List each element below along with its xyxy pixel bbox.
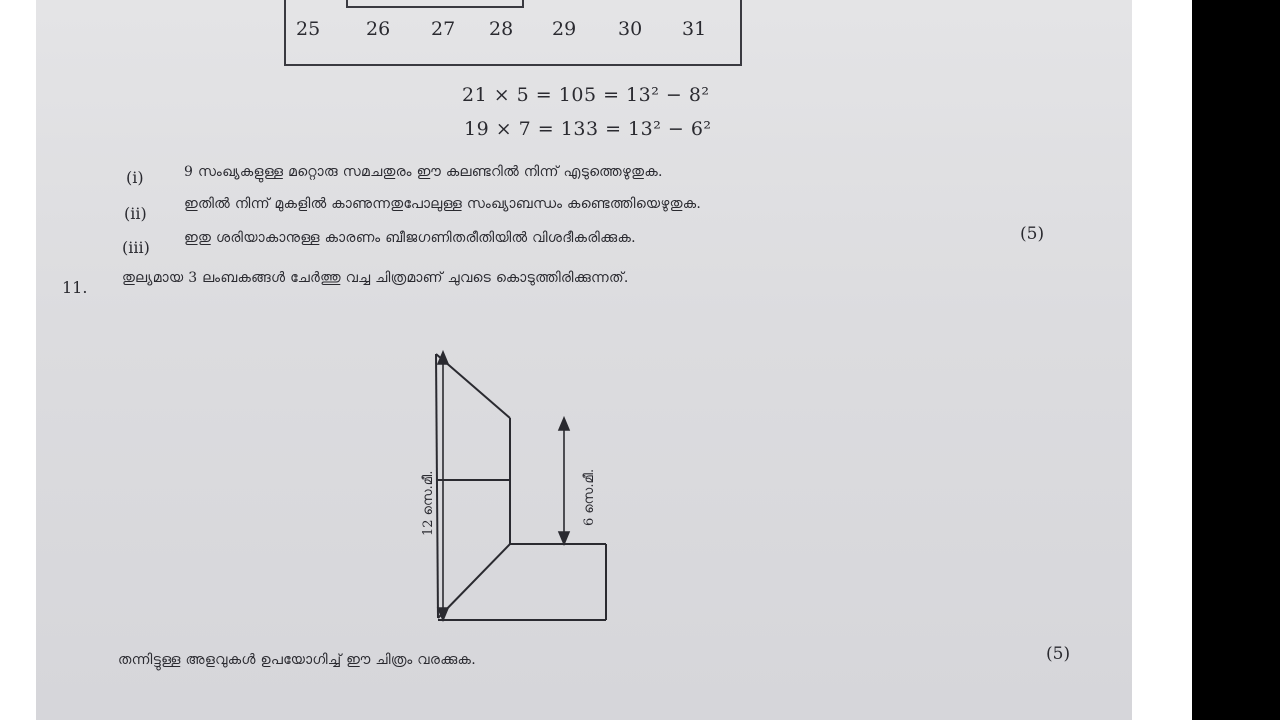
sub-question-iii-text: ഇതു ശരിയാകാനുള്ള കാരണം ബീജഗണിതരീതിയിൽ വിശദീകരിക്കുക.	[184, 230, 636, 246]
question-11-text: തുല്യമായ 3 ലംബകങ്ങൾ ചേർത്തു വച്ച ചിത്രമാണ് ചുവടെ കൊടുത്തിരിക്കുന്നത്.	[122, 270, 629, 286]
calendar-day: 31	[682, 18, 707, 40]
left-margin	[0, 0, 36, 720]
question-11-instruction: തന്നിട്ടുള്ള അളവുകൾ ഉപയോഗിച്ച് ഈ ചിത്രം വരക്കുക.	[118, 652, 476, 668]
calendar-highlight-box	[346, 0, 524, 8]
question-11-number: 11.	[62, 278, 88, 297]
figure-outer-left-edge	[436, 354, 438, 618]
sub-question-iii-label: (iii)	[122, 238, 150, 257]
exam-paper	[36, 0, 1132, 720]
marks-question-10: (5)	[1020, 224, 1045, 244]
label-6-cm: 6 സെ.മീ.	[582, 468, 597, 526]
calendar-day: 29	[552, 18, 577, 40]
calendar-day: 28	[489, 18, 514, 40]
marks-question-11: (5)	[1046, 644, 1071, 664]
dimension-6-arrow	[559, 418, 569, 544]
right-black-bar	[1192, 0, 1280, 720]
equation-2: 19 × 7 = 133 = 13² − 6²	[464, 118, 712, 140]
trapezium-figure	[376, 340, 636, 640]
sub-question-i-text: 9 സംഖ്യകളുള്ള മറ്റൊരു സമചതുരം ഈ കലണ്ടറിൽ നിന്ന് എടുത്തെഴുതുക.	[184, 164, 663, 180]
calendar-box	[284, 0, 742, 66]
calendar-day: 25	[296, 18, 321, 40]
calendar-day: 26	[366, 18, 391, 40]
calendar-day: 27	[431, 18, 456, 40]
sub-question-i-label: (i)	[126, 168, 144, 187]
sub-question-ii-text: ഇതിൽ നിന്ന് മുകളിൽ കാണുന്നതുപോലുള്ള സംഖ്യാബന്ധം കണ്ടെത്തിയെഴുതുക.	[184, 196, 702, 212]
figure-diagonal	[438, 544, 510, 618]
right-margin	[1132, 0, 1192, 720]
calendar-day: 30	[618, 18, 643, 40]
equation-1: 21 × 5 = 105 = 13² − 8²	[462, 84, 710, 106]
label-12-cm: 12 സെ.മീ.	[421, 470, 436, 536]
dimension-12-arrow	[438, 352, 448, 620]
sub-question-ii-label: (ii)	[124, 204, 147, 223]
